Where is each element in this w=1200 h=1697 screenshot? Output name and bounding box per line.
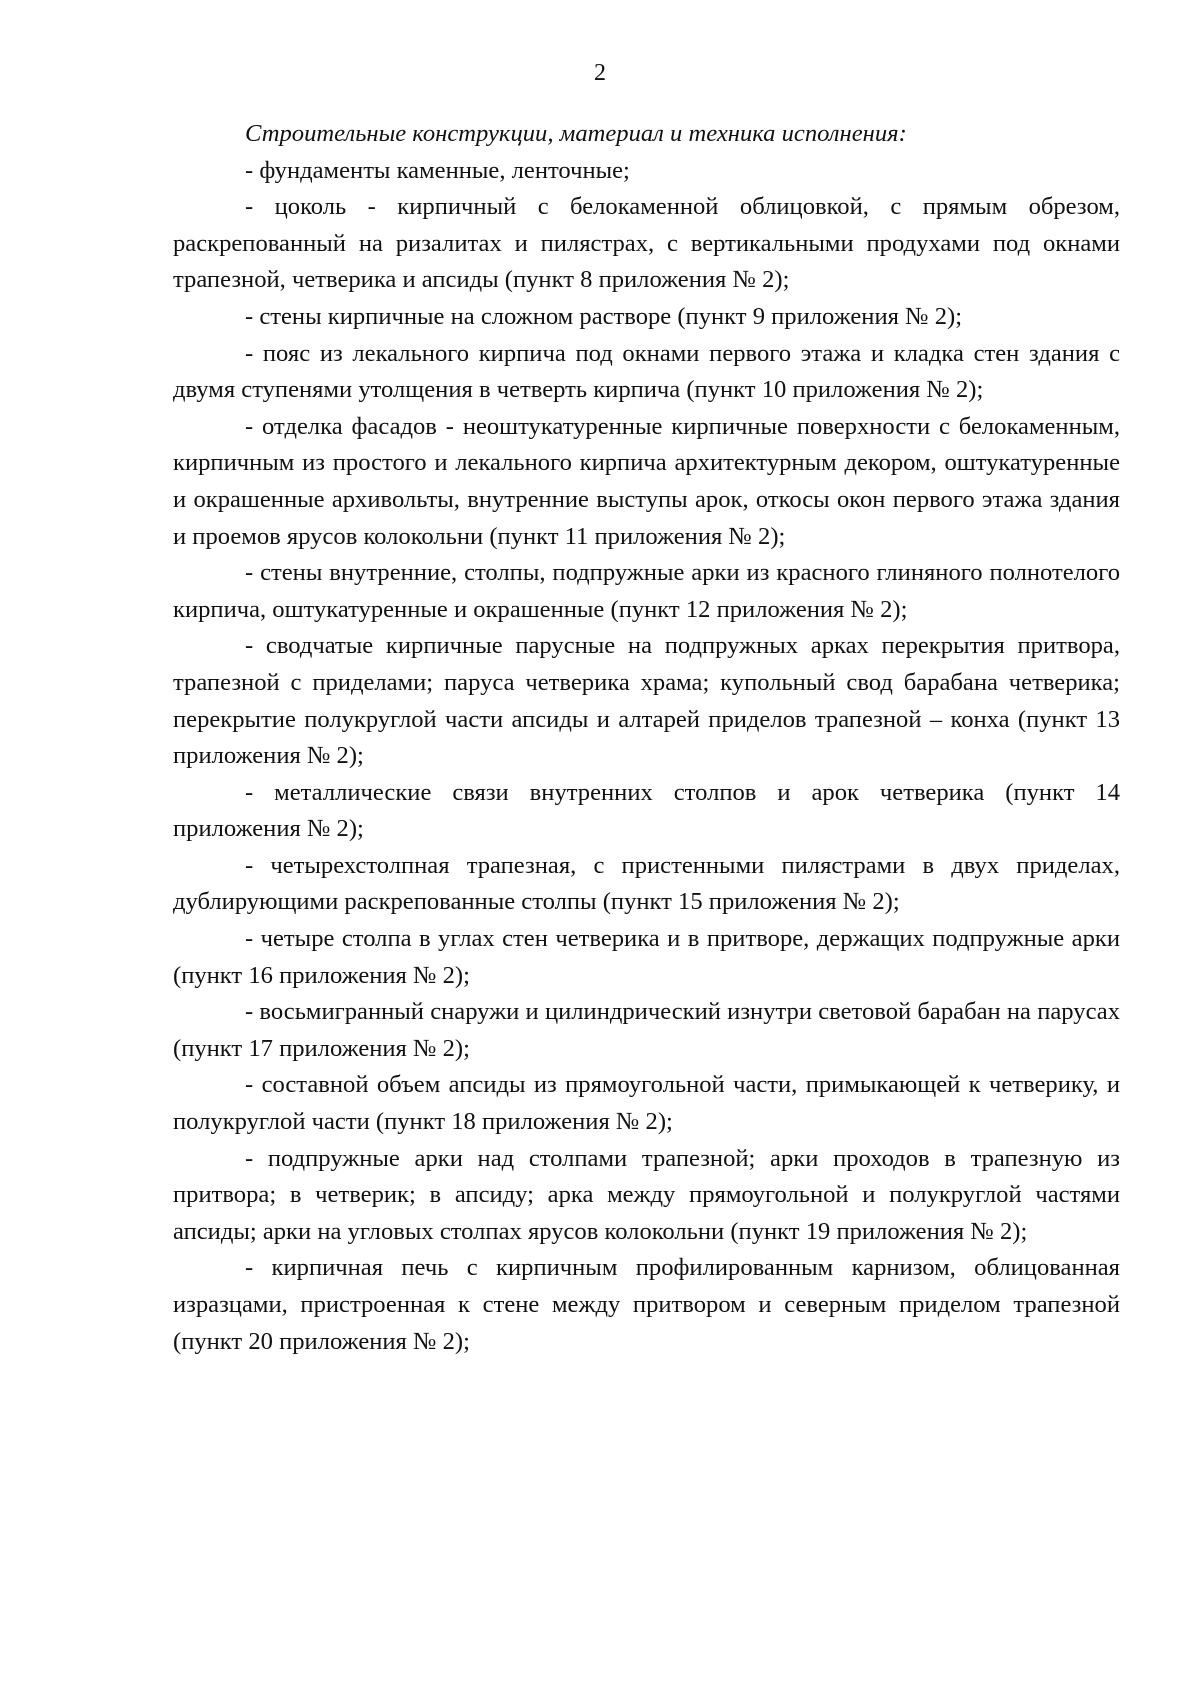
list-item: - четыре столпа в углах стен четверика и в притворе, держащих подпружные арки (пункт 16 приложения № 2); (173, 925, 1120, 989)
list-item: - кирпичная печь с кирпичным профилированным карнизом, облицованная изразцами, пристроенная к стене между притвором и северным приделом трапезной (пункт 20 приложения № 2); (173, 1254, 1120, 1355)
list-item: - металлические связи внутренних столпов и арок четверика (пункт 14 приложения № 2); (173, 778, 1120, 843)
list-item: - пояс из лекального кирпича под окнами первого этажа и кладка стен здания с двумя ступенями утолщения в четверть кирпича (пункт 10 приложения № 2); (173, 339, 1120, 404)
list-item: - стены кирпичные на сложном растворе (пункт 9 приложения № 2); (245, 302, 963, 330)
list-item: - сводчатые кирпичные парусные на подпружных арках перекрытия притвора, трапезной с приделами; паруса четверика храма; купольный свод барабана четверика; перекрытие полукруглой части апсиды и алтарей приделов трапезной – конха (пункт 13 приложения № 2); (173, 632, 1120, 770)
document-body (173, 116, 1120, 1360)
list-item: - цоколь - кирпичный с белокаменной облицовкой, с прямым обрезом, раскрепованный на ризалитах и пилястрах, с вертикальными продухами под окнами трапезной, четверика и апсиды (пункт 8 приложения № 2); (173, 193, 1120, 294)
list-item: - восьмигранный снаружи и цилиндрический изнутри световой барабан на парусах (пункт 17 приложения № 2); (173, 998, 1120, 1062)
list-item: - составной объем апсиды из прямоугольной части, примыкающей к четверику, и полукруглой части (пункт 18 приложения № 2); (173, 1071, 1120, 1136)
list-item: - отделка фасадов - неоштукатуренные кирпичные поверхности с белокаменным, кирпичным из простого и лекального кирпича архитектурным декором, оштукатуренные и окрашенные архивольты, внутренние выступы арок, откосы окон первого этажа здания и проемов ярусов колокольни (пункт 11 приложения № 2); (173, 412, 1120, 550)
page-number: 2 (594, 60, 606, 86)
section-heading: Строительные конструкции, материал и техника исполнения: (245, 120, 907, 147)
list-item: - подпружные арки над столпами трапезной; арки проходов в трапезную из притвора; в четверик; в апсиду; арка между прямоугольной и полукруглой частями апсиды; арки на угловых столпах ярусов колокольни (пункт 19 приложения № 2); (173, 1144, 1120, 1245)
list-item: - четырехстолпная трапезная, с пристенными пилястрами в двух приделах, дублирующими раскрепованные столпы (пункт 15 приложения № 2); (173, 851, 1120, 916)
list-item: - стены внутренние, столпы, подпружные арки из красного глиняного полнотелого кирпича, оштукатуренные и окрашенные (пункт 12 приложения № 2); (173, 559, 1120, 623)
list-item: - фундаменты каменные, ленточные; (245, 156, 630, 184)
